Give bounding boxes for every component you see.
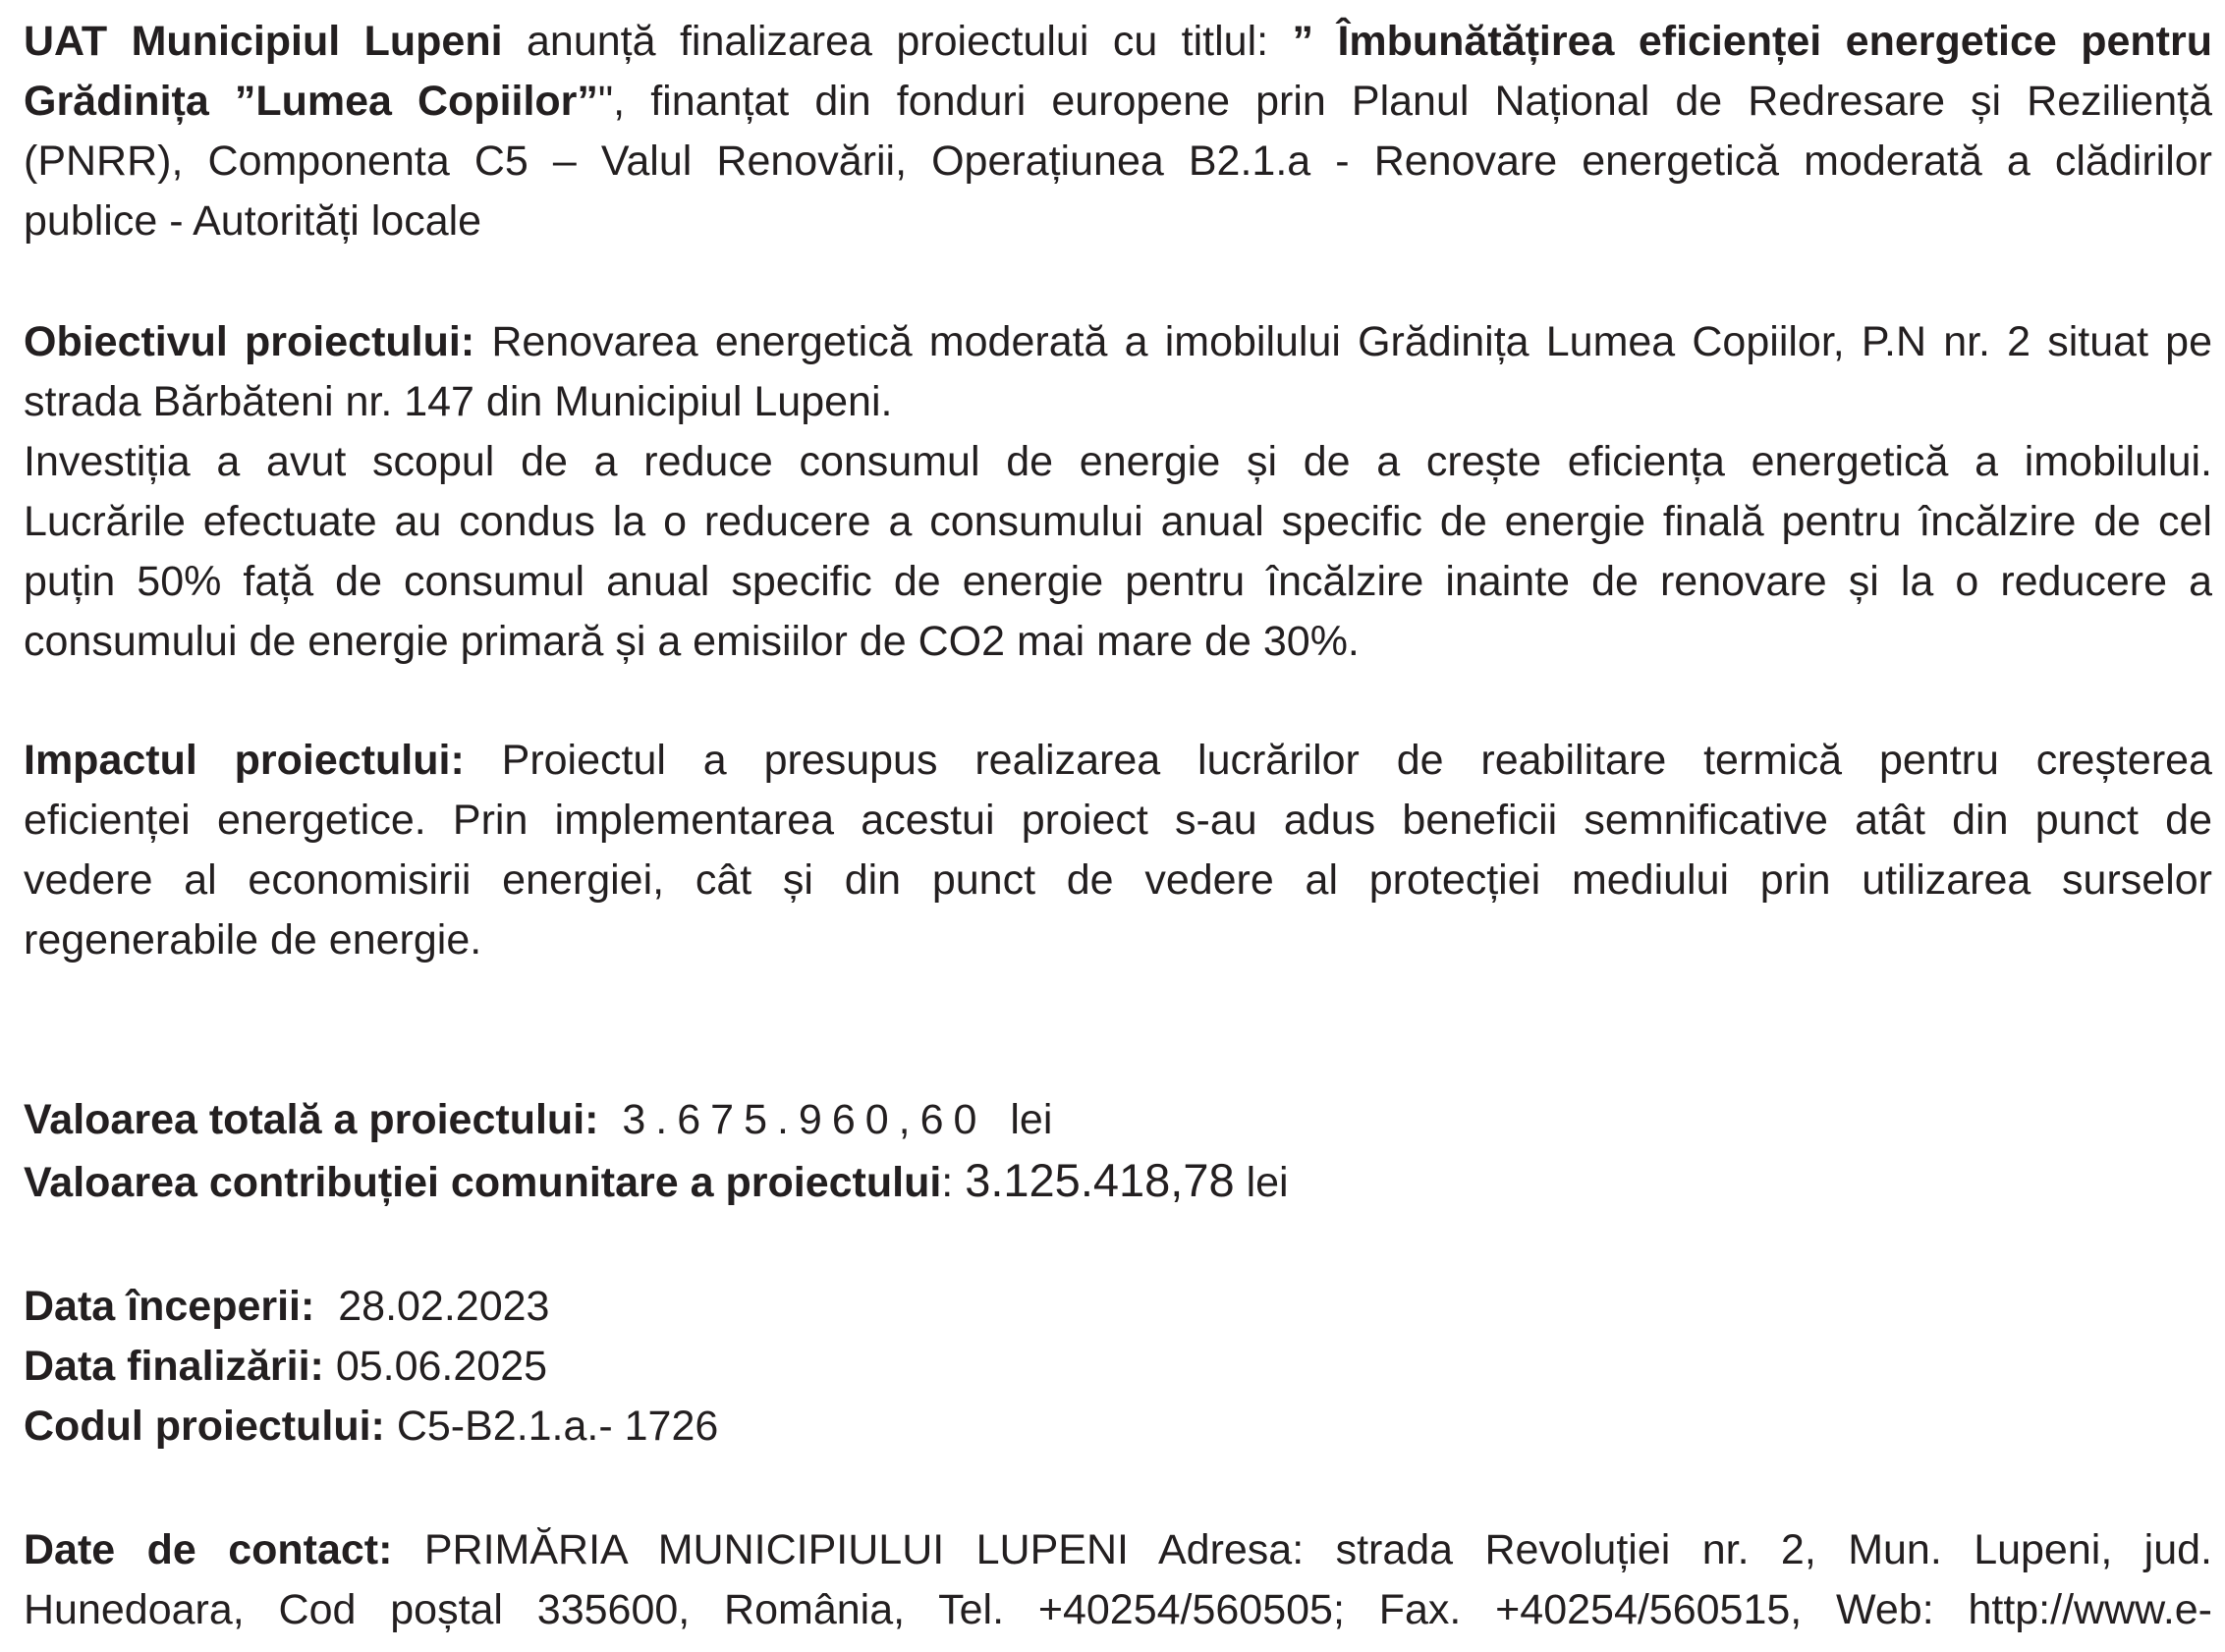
objective-label: Obiectivul proiectului: [24, 318, 475, 365]
announcement-line-3: (PNRR), Componenta C5 – Valul Renovării, Operațiunea B2.1.a - Renovare energetică moderată a clădirilor [24, 138, 2212, 185]
project-code-label: Codul proiectului: [24, 1403, 385, 1450]
project-title-part-2: Grădinița ”Lumea Copiilor” [24, 78, 598, 125]
project-title-part-1: ” Îmbunătățirea eficienței energetice pentru [1292, 18, 2212, 65]
community-value-row [24, 1150, 2212, 1213]
impact-line-1 [24, 731, 2212, 791]
total-value-unit: lei [1010, 1096, 1053, 1143]
community-value-unit: lei [1246, 1159, 1289, 1206]
objective-line-4: Lucrările efectuate au condus la o reducere a consumului anual specific de energie finală pentru încălzire de cel [24, 498, 2212, 545]
start-date-row [24, 1277, 2212, 1337]
community-value-colon: : [941, 1159, 954, 1206]
impact-paragraph [24, 731, 2212, 970]
community-value: 3.125.418,78 [965, 1154, 1235, 1206]
announcement-line-4: publice - Autorități locale [24, 197, 482, 245]
start-date-label: Data începerii: [24, 1283, 315, 1330]
total-value: 3.675.960,60 [622, 1096, 987, 1143]
impact-label: Impactul proiectului: [24, 737, 465, 784]
impact-line-2: eficienței energetice. Prin implementarea acestui proiect s-au adus beneficii semnificative atât din punct de [24, 797, 2212, 844]
announcement-page [24, 0, 2212, 1652]
contact-line-2: Hunedoara, Cod poștal 335600, România, Tel. +40254/560505; Fax. +40254/560515, Web: http://www.e- [24, 1586, 2212, 1633]
project-code-row [24, 1397, 2212, 1457]
objective-text: Renovarea energetică moderată a imobilului Grădinița Lumea Copiilor, P.N nr. 2 situat pe [474, 318, 2212, 365]
announcement-line-2 [24, 72, 2212, 132]
impact-text: Proiectul a presupus realizarea lucrărilor de reabilitare termică pentru creșterea [464, 737, 2212, 784]
end-date-label: Data finalizării: [24, 1343, 324, 1390]
total-value-label: Valoarea totală a proiectului: [24, 1096, 599, 1143]
end-date-row [24, 1337, 2212, 1397]
contact-paragraph [24, 1520, 2212, 1640]
objective-line-3: Investiția a avut scopul de a reduce consumul de energie și de a crește eficiența energetică a imobilului. [24, 438, 2212, 485]
project-values [24, 1090, 2212, 1213]
impact-line-4: regenerabile de energie. [24, 916, 482, 964]
impact-line-3: vedere al economisirii energiei, cât și din punct de vedere al protecției mediului prin utilizarea surselor [24, 856, 2212, 904]
objective-paragraph [24, 312, 2212, 672]
funding-text: ", finanțat din fonduri europene prin Planul Național de Redresare și Reziliență [597, 78, 2212, 125]
announcement-paragraph [24, 12, 2212, 251]
announcement-line-1 [24, 12, 2212, 72]
objective-line-2: strada Bărbăteni nr. 147 din Municipiul Lupeni. [24, 378, 893, 425]
project-code-value: C5-B2.1.a.- 1726 [396, 1403, 719, 1450]
announcement-text: anunță finalizarea proiectului cu titlul: [502, 18, 1293, 65]
community-value-label: Valoarea contribuției comunitare a proiectului [24, 1159, 942, 1206]
objective-line-6: consumului de energie primară și a emisiilor de CO2 mai mare de 30%. [24, 618, 1360, 665]
end-date-value: 05.06.2025 [335, 1343, 548, 1390]
uat-name: UAT Municipiul Lupeni [24, 18, 503, 65]
contact-text: PRIMĂRIA MUNICIPIULUI LUPENI Adresa: strada Revoluției nr. 2, Mun. Lupeni, jud. [392, 1526, 2212, 1573]
contact-line-1 [24, 1520, 2212, 1580]
objective-line-5: puțin 50% față de consumul anual specific de energie pentru încălzire inainte de renovare și la o reducere a [24, 558, 2212, 605]
start-date-value: 28.02.2023 [338, 1283, 550, 1330]
project-dates [24, 1277, 2212, 1457]
objective-line-1 [24, 312, 2212, 372]
total-value-row [24, 1090, 2212, 1150]
contact-label: Date de contact: [24, 1526, 393, 1573]
